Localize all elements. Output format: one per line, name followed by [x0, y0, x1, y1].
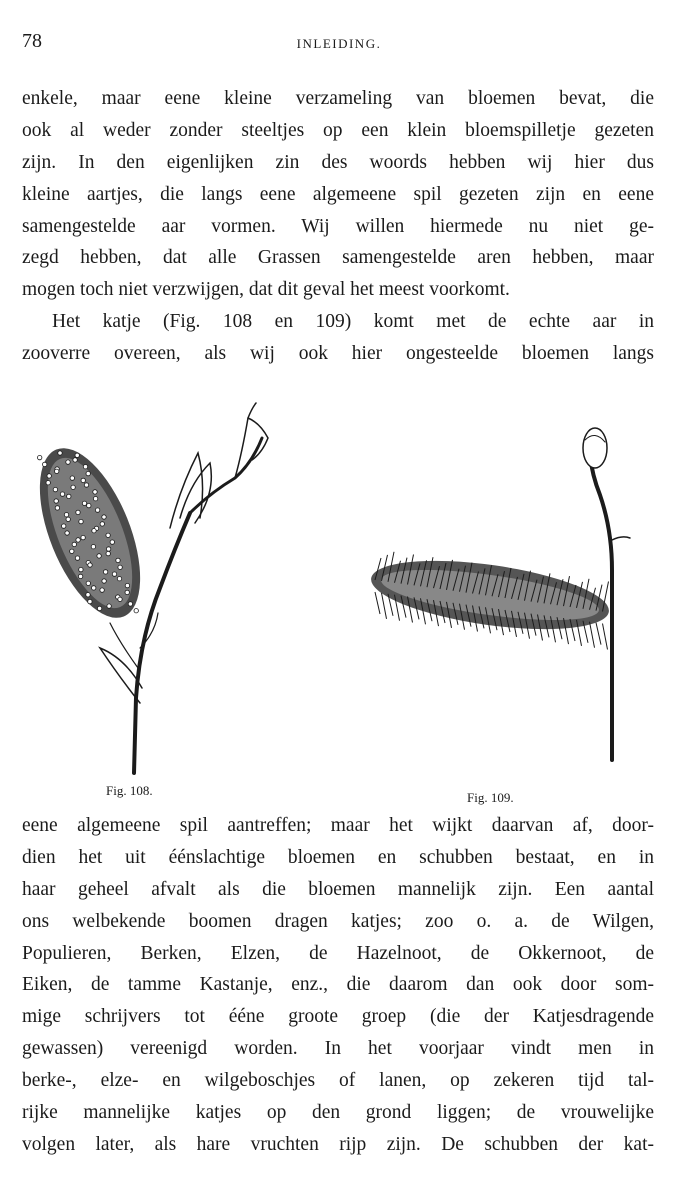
text-line: mogen toch niet verzwijgen, dat dit geval het meest voorkomt. — [22, 279, 510, 301]
text-line: zooverre overeen, als wij ook hier ongesteelde bloemen langs — [22, 343, 654, 365]
text-line: dien het uit éénslachtige bloemen en schubben bestaat, en in — [22, 846, 654, 868]
text-line: mige schrijvers tot ééne groote groep (die der Katjesdragende — [22, 1006, 654, 1028]
text-line: zegd hebben, dat alle Grassen samengestelde aren hebben, maar — [22, 247, 654, 269]
page-number: 78 — [22, 30, 42, 52]
text-line: ons welbekende boomen dragen katjes; zoo o. a. de Wilgen, — [22, 910, 654, 932]
paragraph-top — [22, 83, 654, 370]
text-line: zijn. In den eigenlijken zin des woords hebben wij hier dus — [22, 151, 654, 173]
text-line: Het katje (Fig. 108 en 109) komt met de echte aar in — [52, 311, 654, 333]
paragraph-bottom — [22, 810, 654, 1161]
text-line: Populieren, Berken, Elzen, de Hazelnoot, de Okkernoot, de — [22, 942, 654, 964]
text-line: eene algemeene spil aantreffen; maar het wijkt daarvan af, door- — [22, 815, 654, 836]
figure-109-catkin-illustration — [360, 420, 650, 765]
figure-108-willow-catkin-illustration — [30, 398, 290, 778]
text-line: volgen later, als hare vruchten rijp zijn. De schubben der kat- — [22, 1133, 654, 1155]
text-line: kleine aartjes, die langs eene algemeene spil gezeten zijn en eene — [22, 183, 654, 205]
text-line: haar geheel afvalt als die bloemen mannelijk zijn. Een aantal — [22, 878, 654, 900]
text-line: ook al weder zonder steeltjes op een klein bloemspilletje gezeten — [22, 119, 654, 141]
running-title: INLEIDING. — [296, 36, 382, 51]
figure-109-caption: Fig. 109. — [467, 790, 514, 805]
text-line: Eiken, de tamme Kastanje, enz., die daarom dan ook door som- — [22, 974, 654, 996]
text-line: samengestelde aar vormen. Wij willen hiermede nu niet ge- — [22, 215, 654, 237]
text-line: rijke mannelijke katjes op den grond liggen; de vrouwelijke — [22, 1102, 654, 1124]
text-line: enkele, maar eene kleine verzameling van bloemen bevat, die — [22, 88, 654, 109]
text-line: berke-, elze- en wilgeboschjes of lanen, op zekeren tijd tal- — [22, 1070, 654, 1092]
figure-108-caption: Fig. 108. — [106, 783, 153, 798]
text-line: gewassen) vereenigd worden. In het voorjaar vindt men in — [22, 1038, 654, 1060]
